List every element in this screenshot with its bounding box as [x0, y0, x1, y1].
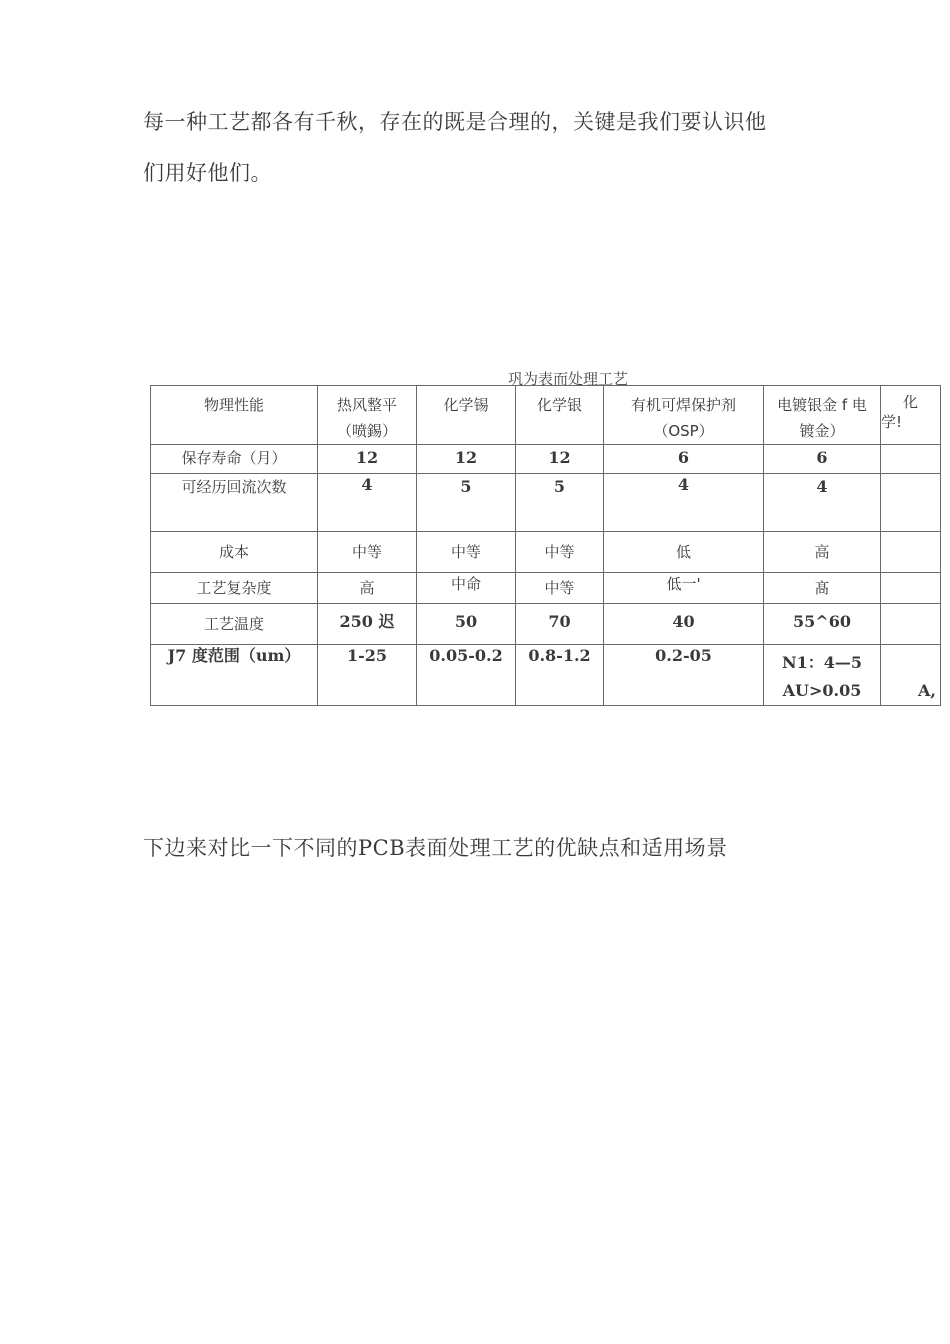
table-cell [881, 445, 941, 474]
header-cell: 电镀银金 f 电 镀金） [764, 386, 881, 445]
table-cell: 6 [604, 445, 764, 474]
table-cell [881, 474, 941, 532]
table-cell: 0.8-1.2 [516, 645, 604, 706]
table-cell: 50 [417, 604, 516, 645]
table-caption: 巩为表而处理工艺 [508, 370, 629, 388]
table-cell: 高 [318, 573, 417, 604]
intro-paragraph-line2: 们用好他们。 [143, 161, 272, 185]
table-cell: 可经历回流次数 [151, 474, 318, 532]
table-cell: 中等 [516, 532, 604, 573]
table-cell: 1-25 [318, 645, 417, 706]
table-cell: 髙 [764, 573, 881, 604]
table-cell: 中等 [516, 573, 604, 604]
table-row [151, 445, 941, 474]
table-cell: 4 [764, 474, 881, 532]
table-row [151, 645, 941, 706]
table-cell: 低一' [604, 573, 764, 604]
table-cell: 55^60 [764, 604, 881, 645]
table-cell: 12 [417, 445, 516, 474]
table-cell [881, 532, 941, 573]
intro-paragraph-line1: 每一种工艺都各有千秋，存在的既是合理的，关键是我们要认识他 [143, 110, 767, 134]
table-cell: 中等 [417, 532, 516, 573]
table-row [151, 474, 941, 532]
table-cell: 中等 [318, 532, 417, 573]
table-row [151, 604, 941, 645]
table-cell: 低 [604, 532, 764, 573]
header-cell: 热风整平 （喷錫） [318, 386, 417, 445]
table-cell: 5 [516, 474, 604, 532]
table-cell: A, [881, 645, 941, 706]
table-cell: 保存寿命（月） [151, 445, 318, 474]
table-cell: N1：4—5 AU>0.05 [764, 645, 881, 706]
table-cell: 6 [764, 445, 881, 474]
header-cell: 物理性能 [151, 386, 318, 445]
table-cell: 中命 [417, 573, 516, 604]
table-row [151, 573, 941, 604]
table-cell: 12 [516, 445, 604, 474]
header-cell: 化 学! [881, 386, 941, 445]
table-cell: 4 [318, 474, 417, 532]
table-cell: 12 [318, 445, 417, 474]
header-cell: 化学银 [516, 386, 604, 445]
table-header-row [151, 386, 941, 445]
table-cell: 高 [764, 532, 881, 573]
header-cell: 有机可焊保护剂 （OSP） [604, 386, 764, 445]
outro-paragraph: 下边来对比一下不同的PCB表面处理工艺的优缺点和适用场景 [143, 836, 728, 860]
table-cell: 250 迟 [318, 604, 417, 645]
table-cell: 70 [516, 604, 604, 645]
table-cell: 工艺温度 [151, 604, 318, 645]
table-cell [881, 573, 941, 604]
table-cell: 0.05-0.2 [417, 645, 516, 706]
table-cell: 4 [604, 474, 764, 532]
table-cell: J7 度范围（um） [151, 645, 318, 706]
header-cell: 化学锡 [417, 386, 516, 445]
table-cell: 成本 [151, 532, 318, 573]
surface-treatment-table [150, 385, 941, 706]
table-cell [881, 604, 941, 645]
table-cell: 工艺复杂度 [151, 573, 318, 604]
table-cell: 40 [604, 604, 764, 645]
table-cell: 0.2-05 [604, 645, 764, 706]
table-cell: 5 [417, 474, 516, 532]
table-row [151, 532, 941, 573]
